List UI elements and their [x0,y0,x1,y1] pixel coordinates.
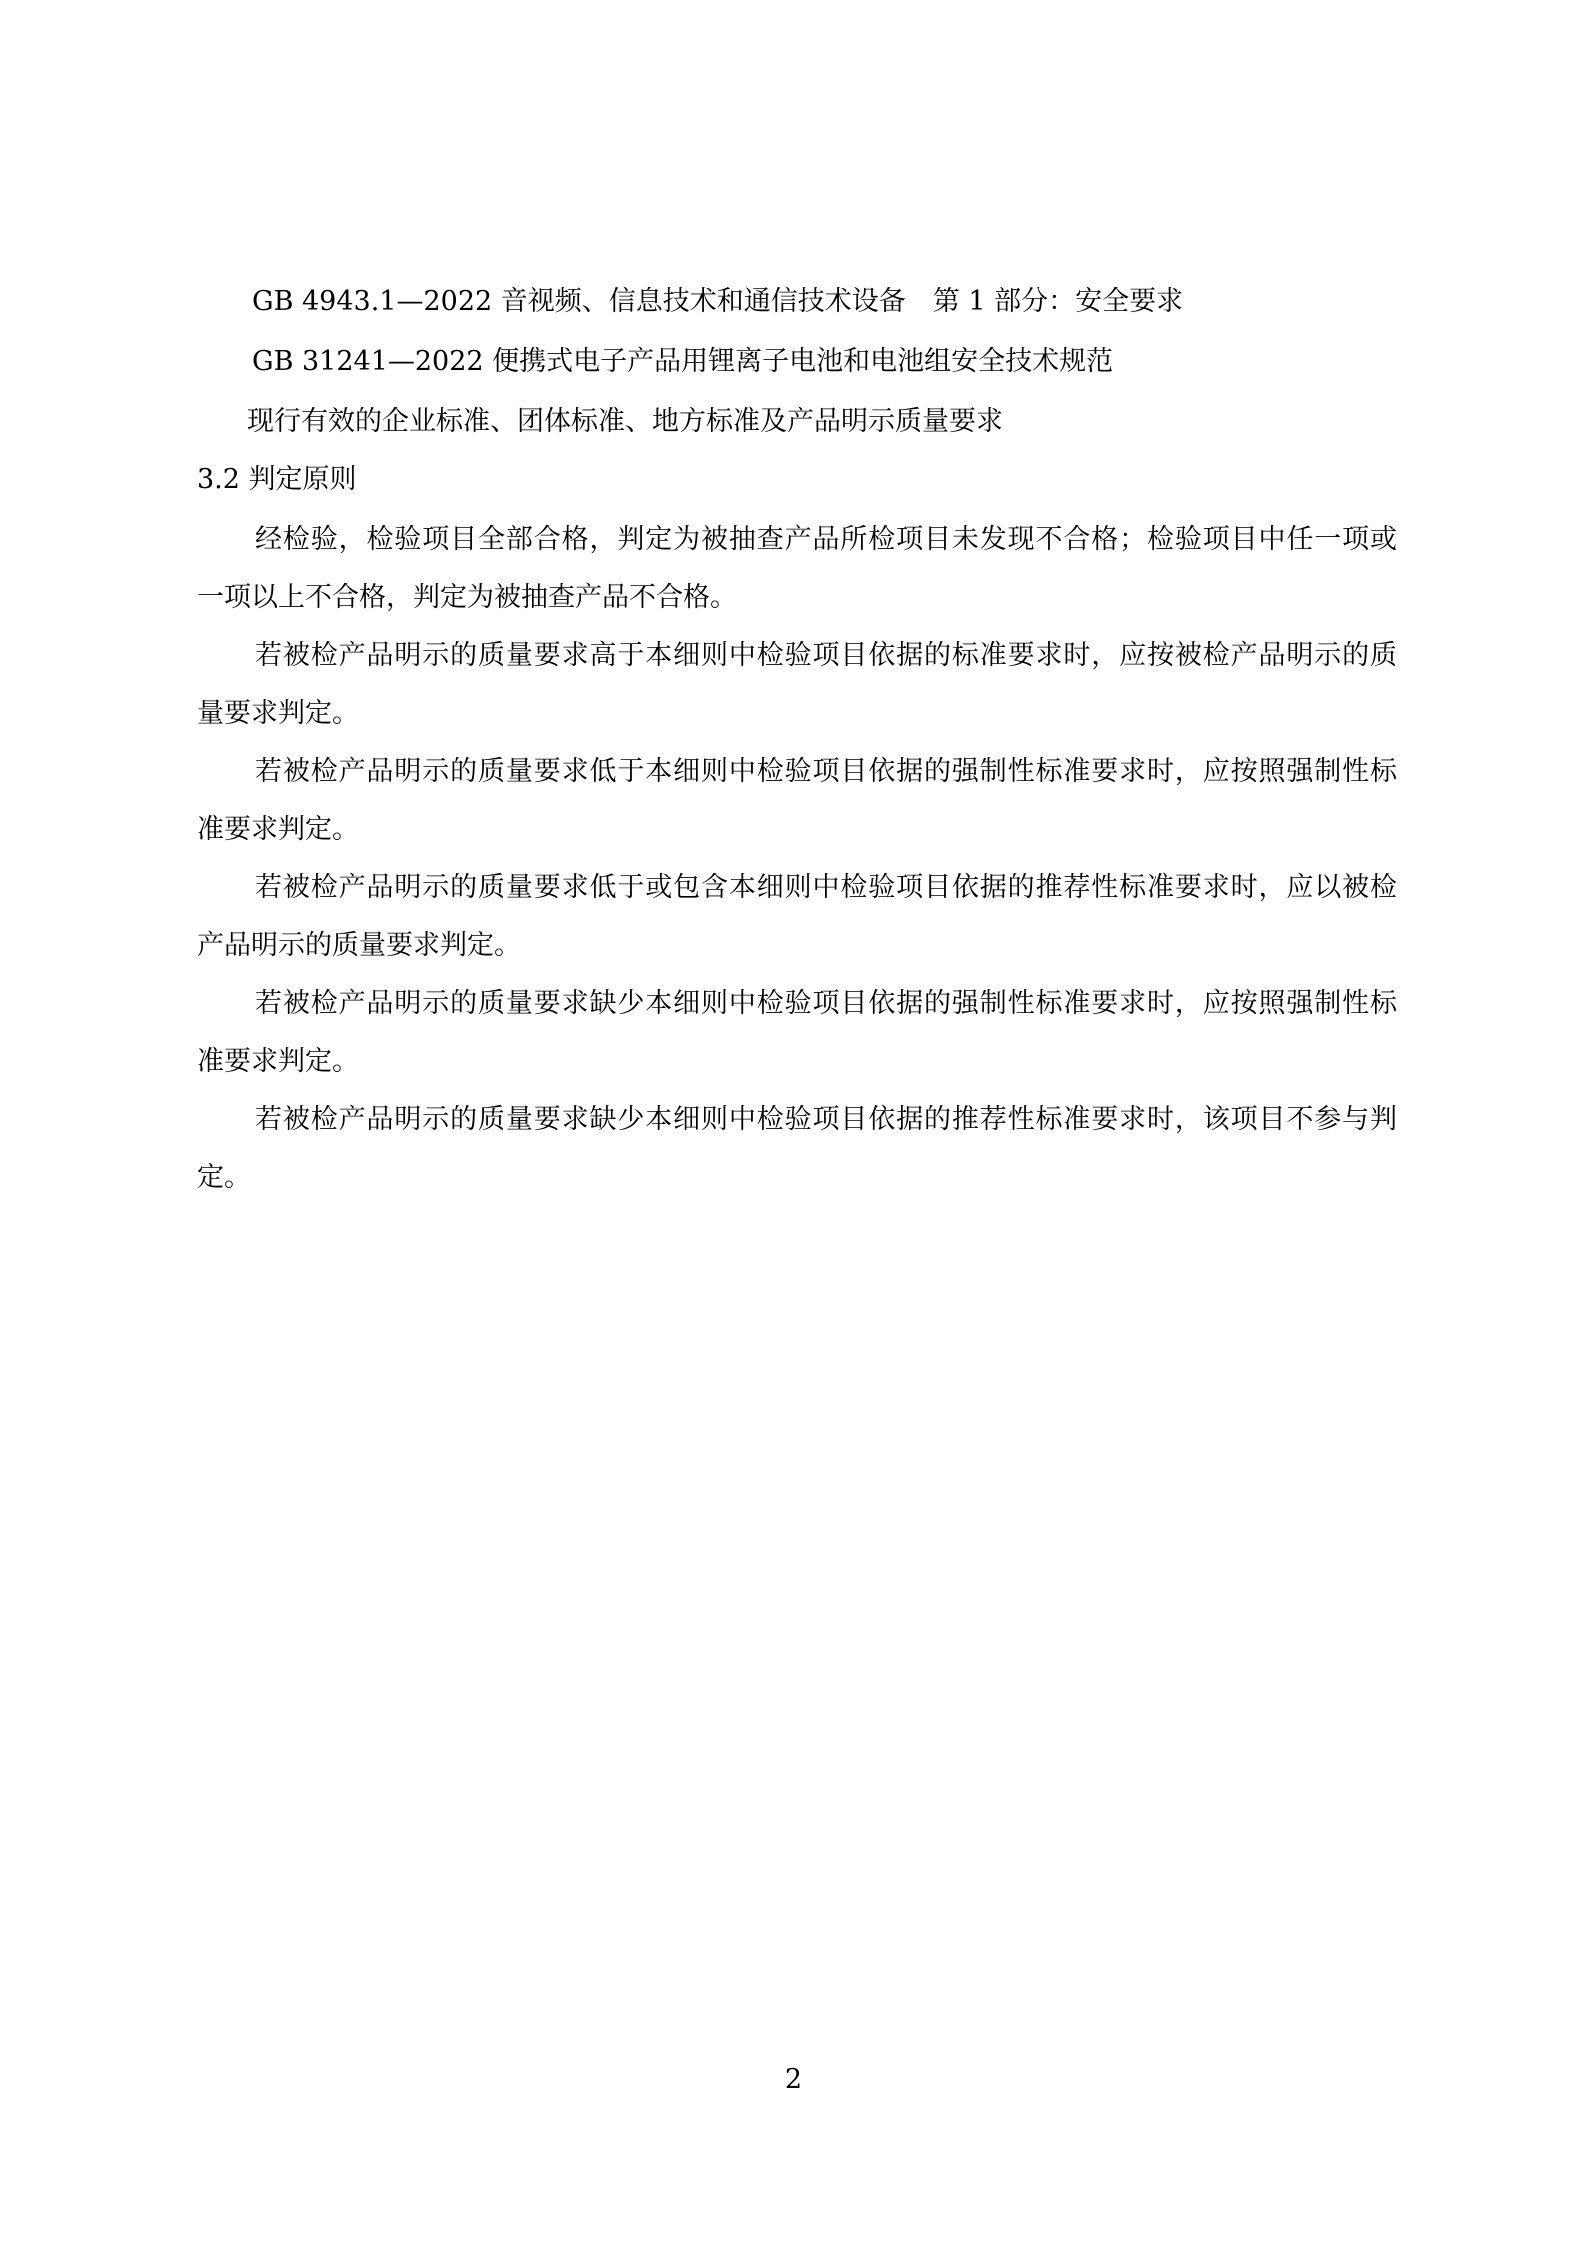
page-number: 2 [784,2064,803,2095]
paragraph-1-line-1: 经检验，检验项目全部合格，判定为被抽查产品所检项目未发现不合格；检验项目中任一项或 [255,524,1397,555]
standard-item-gb31241: GB 31241—2022 便携式电子产品用锂离子电池和电池组安全技术规范 [252,346,1114,377]
paragraph-5-line-1: 若被检产品明示的质量要求缺少本细则中检验项目依据的强制性标准要求时，应按照强制性标 [255,988,1397,1019]
paragraph-6-line-1: 若被检产品明示的质量要求缺少本细则中检验项目依据的推荐性标准要求时，该项目不参与判 [255,1104,1397,1135]
paragraph-4-line-2: 产品明示的质量要求判定。 [197,930,521,961]
paragraph-3-line-1: 若被检产品明示的质量要求低于本细则中检验项目依据的强制性标准要求时，应按照强制性标 [255,756,1397,787]
paragraph-1-line-2: 一项以上不合格，判定为被抽查产品不合格。 [197,582,737,613]
paragraph-5-line-2: 准要求判定。 [197,1046,359,1077]
paragraph-3-line-2: 准要求判定。 [197,814,359,845]
section-heading: 3.2 判定原则 [197,464,357,495]
paragraph-2-line-1: 若被检产品明示的质量要求高于本细则中检验项目依据的标准要求时，应按被检产品明示的质 [255,640,1397,671]
standard-item-gb4943: GB 4943.1—2022 音视频、信息技术和通信技术设备 第 1 部分：安全要求 [252,286,1184,317]
paragraph-2-line-2: 量要求判定。 [197,698,359,729]
paragraph-6-line-2: 定。 [197,1162,251,1193]
other-requirements-line: 现行有效的企业标准、团体标准、地方标准及产品明示质量要求 [247,406,1003,437]
paragraph-4-line-1: 若被检产品明示的质量要求低于或包含本细则中检验项目依据的推荐性标准要求时，应以被检 [255,872,1397,903]
